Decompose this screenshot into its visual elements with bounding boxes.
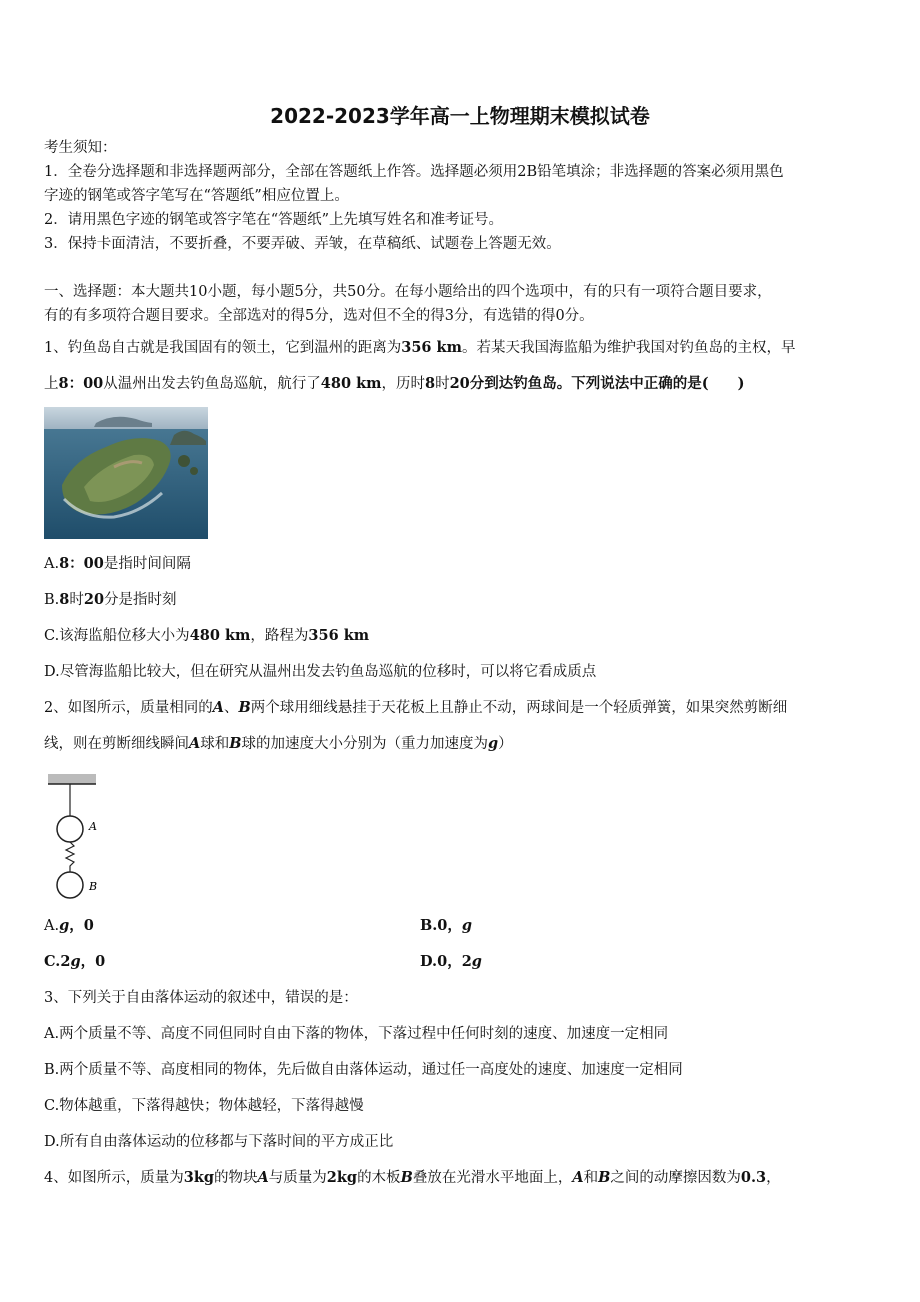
- option-value: g: [70, 953, 81, 970]
- text: 的木板: [357, 1170, 401, 1186]
- ceiling-hatch: [48, 774, 96, 784]
- time-value: 8：00: [58, 375, 104, 392]
- friction-value: 0.3: [740, 1169, 767, 1186]
- label-a: A: [89, 820, 97, 833]
- q1-option-c[interactable]: [44, 626, 369, 646]
- variable-b: B: [400, 1169, 413, 1186]
- text: 1、钓鱼岛自古就是我国固有的领土，它到温州的距离为: [44, 340, 402, 356]
- notice-item: 字迹的钢笔或答字笔写在“答题纸”相应位置上。: [44, 188, 349, 204]
- option-value: B.0，: [420, 917, 462, 934]
- ball-a: [57, 816, 83, 842]
- q4-stem-line1: [44, 1168, 781, 1188]
- variable-g: g: [488, 735, 499, 752]
- text: 时: [435, 376, 450, 392]
- text: 。若某天我国海监船为维护我国对钓鱼岛的主权，早: [461, 340, 796, 356]
- text: ）: [498, 736, 513, 752]
- variable-a: A: [212, 699, 224, 716]
- option-value: g: [461, 917, 473, 934]
- text: 的物块: [214, 1170, 258, 1186]
- text: 和: [583, 1170, 599, 1186]
- q1-stem-line1: [44, 338, 795, 358]
- section-intro: 一、选择题：本大题共10小题，每小题5分，共50分。在每小题给出的四个选项中，有的只有一项符合题目要求，: [44, 284, 772, 300]
- notice-heading: 考生须知：: [44, 140, 117, 156]
- notice-item: 1．全卷分选择题和非选择题两部分，全部在答题纸上作答。选择题必须用2B铅笔填涂；非选择题的答案必须用黑色: [44, 164, 784, 180]
- q3-stem: 3、下列关于自由落体运动的叙述中，错误的是：: [44, 990, 358, 1006]
- option-value: 20: [83, 591, 105, 608]
- distance-value: 480 km: [320, 375, 382, 392]
- q1-option-a[interactable]: [44, 554, 191, 574]
- option-value: C.2: [44, 953, 71, 970]
- mass-value: 3kg: [183, 1169, 215, 1186]
- option-value: 8: [59, 591, 70, 608]
- variable-a: A: [257, 1169, 269, 1186]
- text: 分到达钓鱼岛。下列说法中正确的是( ): [469, 375, 745, 392]
- option-text: 分是指时刻: [104, 592, 177, 608]
- option-text: 是指时间间隔: [103, 556, 191, 572]
- option-value: D.0，2: [420, 953, 472, 970]
- text: 与质量为: [268, 1170, 327, 1186]
- label-b: B: [89, 880, 98, 893]
- text: 4、如图所示，质量为: [44, 1170, 184, 1186]
- option-value: ，0: [69, 917, 94, 934]
- q1-option-d[interactable]: D.尽管海监船比较大，但在研究从温州出发去钓鱼岛巡航的位移时，可以将它看成质点: [44, 664, 597, 680]
- option-letter: A.: [44, 918, 60, 934]
- q2-option-b[interactable]: [420, 916, 472, 936]
- option-value: g: [59, 917, 70, 934]
- text: 2、如图所示，质量相同的: [44, 700, 213, 716]
- q2-option-c[interactable]: [44, 952, 105, 972]
- q2-stem-line2: [44, 734, 513, 754]
- text: 两个球用细线悬挂于天花板上且静止不动，两球间是一个轻质弹簧，如果突然剪断细: [250, 700, 788, 716]
- distance-value: 356 km: [401, 339, 462, 356]
- q1-option-b[interactable]: [44, 590, 177, 610]
- notice-item: 3．保持卡面清洁，不要折叠，不要弄破、弄皱，在草稿纸、试题卷上答题无效。: [44, 236, 561, 252]
- option-text: ，路程为: [250, 628, 309, 644]
- q2-stem-line1: [44, 698, 787, 718]
- q2-option-d[interactable]: [420, 952, 482, 972]
- spring: [66, 842, 74, 872]
- option-value: g: [471, 953, 482, 970]
- q3-option-d[interactable]: D.所有自由落体运动的位移都与下落时间的平方成正比: [44, 1134, 394, 1150]
- minutes-value: 20: [449, 375, 470, 392]
- text: ，: [766, 1170, 781, 1186]
- variable-b: B: [238, 699, 251, 716]
- q3-option-a[interactable]: A.两个质量不等、高度不同但同时自由下落的物体，下落过程中任何时刻的速度、加速度一定相同: [44, 1026, 669, 1042]
- variable-b: B: [598, 1169, 611, 1186]
- text: 球和: [200, 736, 230, 752]
- text: 之间的动摩擦因数为: [610, 1170, 741, 1186]
- text: ，历时: [381, 376, 425, 392]
- text: 线，则在剪断细线瞬间: [44, 736, 189, 752]
- option-letter: A.: [44, 556, 60, 572]
- q3-option-b[interactable]: B.两个质量不等、高度相同的物体，先后做自由落体运动，通过任一高度处的速度、加速度一定相同: [44, 1062, 683, 1078]
- text: 球的加速度大小分别为（重力加速度为: [241, 736, 489, 752]
- text: 上: [44, 376, 59, 392]
- option-value: 8：00: [59, 555, 104, 572]
- option-text: C.该海监船位移大小为: [44, 628, 190, 644]
- option-value: 356 km: [308, 627, 370, 644]
- option-value: ，0: [80, 953, 106, 970]
- section-intro: 有的有多项符合题目要求。全部选对的得5分，选对但不全的得3分，有选错的得0分。: [44, 308, 594, 324]
- q2-option-a[interactable]: [44, 916, 94, 936]
- variable-a: A: [572, 1169, 584, 1186]
- option-letter: B.: [44, 592, 60, 608]
- text: 叠放在光滑水平地面上，: [412, 1170, 573, 1186]
- island-photo: [44, 407, 208, 539]
- option-text: 时: [69, 592, 84, 608]
- page-title: 2022-2023学年高一上物理期末模拟试卷: [270, 104, 650, 128]
- variable-a: A: [189, 735, 201, 752]
- q3-option-c[interactable]: C.物体越重，下落得越快；物体越轻，下落得越慢: [44, 1098, 364, 1114]
- text: 从温州出发去钓鱼岛巡航，航行了: [103, 376, 321, 392]
- hours-value: 8: [425, 375, 436, 392]
- q1-stem-line2: [44, 374, 745, 394]
- text: 、: [224, 700, 239, 716]
- ball-b: [57, 872, 83, 898]
- variable-b: B: [229, 735, 242, 752]
- spring-balls-diagram: [44, 770, 114, 902]
- notice-item: 2．请用黑色字迹的钢笔或答字笔在“答题纸”上先填写姓名和准考证号。: [44, 212, 504, 228]
- option-value: 480 km: [189, 627, 251, 644]
- mass-value: 2kg: [326, 1169, 358, 1186]
